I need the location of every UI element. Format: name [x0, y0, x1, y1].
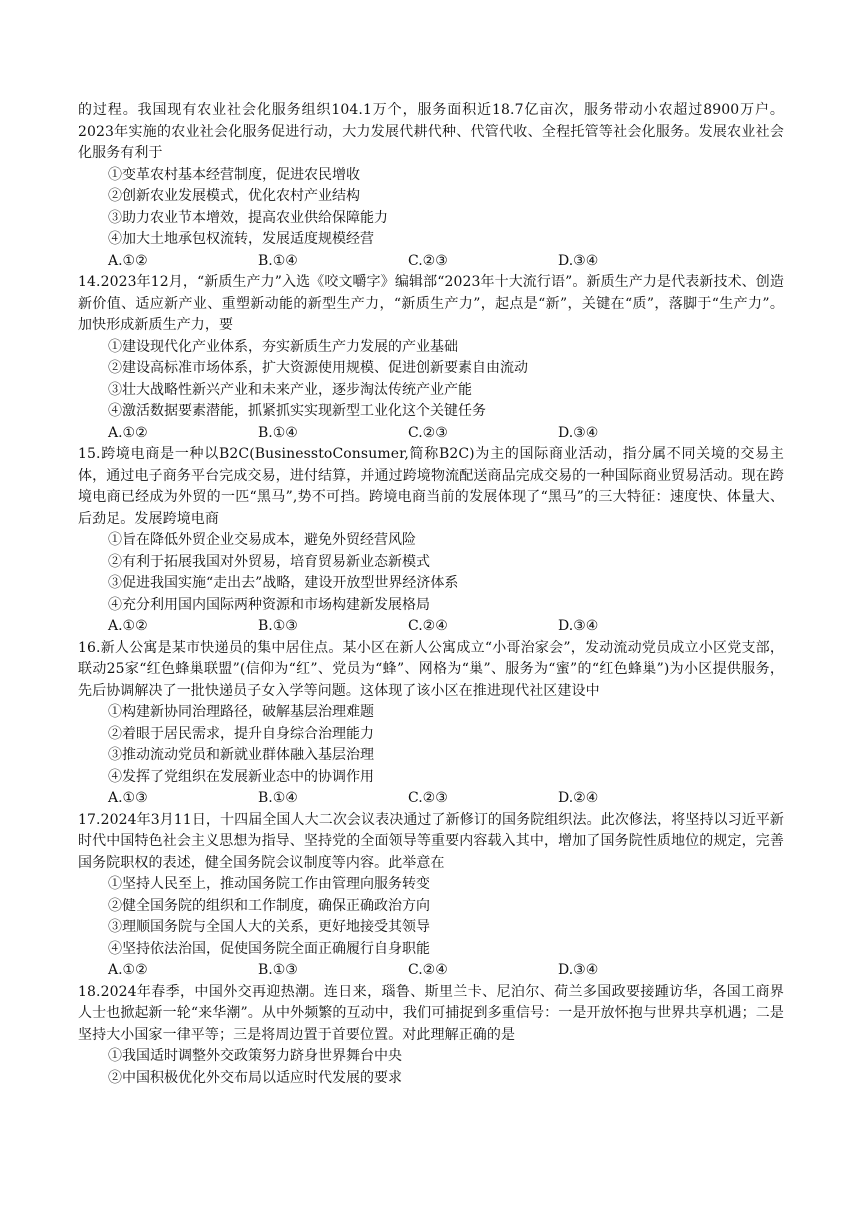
q13-item-1: ①变革农村基本经营制度，促进农民增收 — [108, 166, 360, 183]
choice-b: B.①③ — [258, 962, 298, 978]
q17-item-1: ①坚持人民至上，推动国务院工作由管理向服务转变 — [108, 876, 430, 892]
choice-a: A.①② — [108, 424, 148, 441]
choice-b: B.①④ — [258, 424, 298, 441]
q17-item-4: ④坚持依法治国，促使国务院全面正确履行自身职能 — [108, 940, 430, 957]
choice-d: D.③④ — [558, 424, 599, 441]
q13-stem: 的过程。我国现有农业社会化服务组织104.1万个，服务面积近18.7亿亩次，服务带动小农超过8900万户。2023年实施的农业社会化服务促进行动，大力发展代耕代种、代管代收、全程托管等社会化服务。发展农业社会化服务有利于 — [78, 102, 784, 161]
q16-item-1: ①构建新协同治理路径，破解基层治理难题 — [108, 704, 374, 720]
choice-c: C.②④ — [408, 962, 448, 978]
q16-item-3: ③推动流动党员和新就业群体融入基层治理 — [108, 747, 374, 763]
q18-item-1: ①我国适时调整外交政策努力跻身世界舞台中央 — [108, 1048, 402, 1064]
choice-a: A.①② — [108, 618, 148, 634]
choice-c: C.②④ — [408, 618, 448, 634]
exam-page — [78, 100, 784, 1089]
choice-c: C.②③ — [408, 424, 448, 441]
q13-item-4: ④加大土地承包权流转，发展适度规模经营 — [108, 231, 374, 247]
q16-stem: 16.新人公寓是某市快递员的集中居住点。某小区在新人公寓成立“小哥治家会”，发动流动党员成立小区党支部，联动25家“红色蜂巢联盟”(信仰为“红”、党员为“蜂”、网格为“巢”、服务为“蜜”的“红色蜂巢”)为小区提供服务，先后协调解决了一批快递员子女入学等问题。这体现了该小区在推进现代社区建设中 — [78, 639, 784, 699]
choice-d: D.②④ — [558, 790, 599, 806]
q16-choices — [78, 788, 784, 810]
choice-b: B.①③ — [258, 618, 298, 634]
q17-item-3: ③理顺国务院与全国人大的关系，更好地接受其领导 — [108, 919, 430, 935]
choice-c: C.②③ — [408, 790, 448, 806]
q13-choices — [78, 251, 784, 273]
choice-b: B.①④ — [258, 790, 298, 806]
choice-d: D.③④ — [558, 252, 599, 269]
q13-item-2: ②创新农业发展模式，优化农村产业结构 — [108, 188, 360, 204]
choice-a: A.①③ — [108, 790, 148, 806]
q14-item-4: ④激活数据要素潜能，抓紧抓实实现新型工业化这个关键任务 — [108, 403, 486, 419]
q17-stem: 17.2024年3月11日，十四届全国人大二次会议表决通过了新修订的国务院组织法。此次修法，将坚持以习近平新时代中国特色社会主义思想为指导、坚持党的全面领导等重要内容载入其中，增加了国务院性质地位的规定，完善国务院职权的表述，健全国务院会议制度等内容。此举意在 — [78, 811, 785, 871]
q17-choices — [78, 960, 784, 982]
q16-item-4: ④发挥了党组织在发展新业态中的协调作用 — [108, 768, 374, 785]
q18-item-2: ②中国积极优化外交布局以适应时代发展的要求 — [108, 1069, 402, 1086]
q14-choices — [78, 423, 784, 445]
choice-a: A.①② — [108, 252, 148, 269]
choice-c: C.②③ — [408, 252, 448, 269]
q13-item-3: ③助力农业节本增效，提高农业供给保障能力 — [108, 209, 388, 226]
q18-stem: 18.2024年春季，中国外交再迎热潮。连日来，瑙鲁、斯里兰卡、尼泊尔、荷兰多国政要接踵访华，各国工商界人士也掀起新一轮“来华潮”。从中外频繁的互动中，我们可捕捉到多重信号：一是开放怀抱与世界共享机遇；二是坚持大小国家一律平等；三是将周边置于首要位置。对此理解正确的是 — [78, 983, 784, 1043]
q15-choices — [78, 616, 784, 638]
choice-d: D.③④ — [558, 618, 599, 634]
q15-item-2: ②有利于拓展我国对外贸易，培育贸易新业态新模式 — [108, 553, 430, 570]
q15-item-3: ③促进我国实施“走出去”战略，建设开放型世界经济体系 — [108, 575, 459, 591]
q15-stem: 15.跨境电商是一种以B2C(BusinesstoConsumer,简称B2C)为主的国际商业活动，指分属不同关境的交易主体，通过电子商务平台完成交易，进付结算，并通过跨境物流配送商品完成交易的一种国际商业贸易活动。现在跨境电商已经成为外贸的一匹“黑马”,势不可挡。跨境电商当前的发展体现了“黑马”的三大特征：速度快、体量大、后劲足。发展跨境电商 — [78, 446, 784, 527]
q14-item-1: ①建设现代化产业体系，夯实新质生产力发展的产业基础 — [108, 338, 458, 355]
q16-item-2: ②着眼于居民需求，提升自身综合治理能力 — [108, 725, 374, 742]
choice-b: B.①④ — [258, 252, 298, 269]
choice-a: A.①② — [108, 962, 148, 978]
q17-item-2: ②健全国务院的组织和工作制度，确保正确政治方向 — [108, 897, 430, 914]
q14-item-2: ②建设高标准市场体系，扩大资源使用规模、促进创新要素自由流动 — [108, 360, 528, 376]
choice-d: D.③④ — [558, 962, 599, 978]
q15-item-1: ①旨在降低外贸企业交易成本，避免外贸经营风险 — [108, 532, 416, 548]
q14-stem: 14.2023年12月，“新质生产力”入选《咬文嚼字》编辑部“2023年十大流行语”。新质生产力是代表新技术、创造新价值、适应新产业、重塑新动能的新型生产力，“新质生产力”，起点是“新”，关键在“质”，落脚于“生产力”。加快形成新质生产力，要 — [78, 274, 784, 333]
q14-item-3: ③壮大战略性新兴产业和未来产业，逐步淘汰传统产业产能 — [108, 381, 472, 398]
q15-item-4: ④充分利用国内国际两种资源和市场构建新发展格局 — [108, 596, 430, 613]
